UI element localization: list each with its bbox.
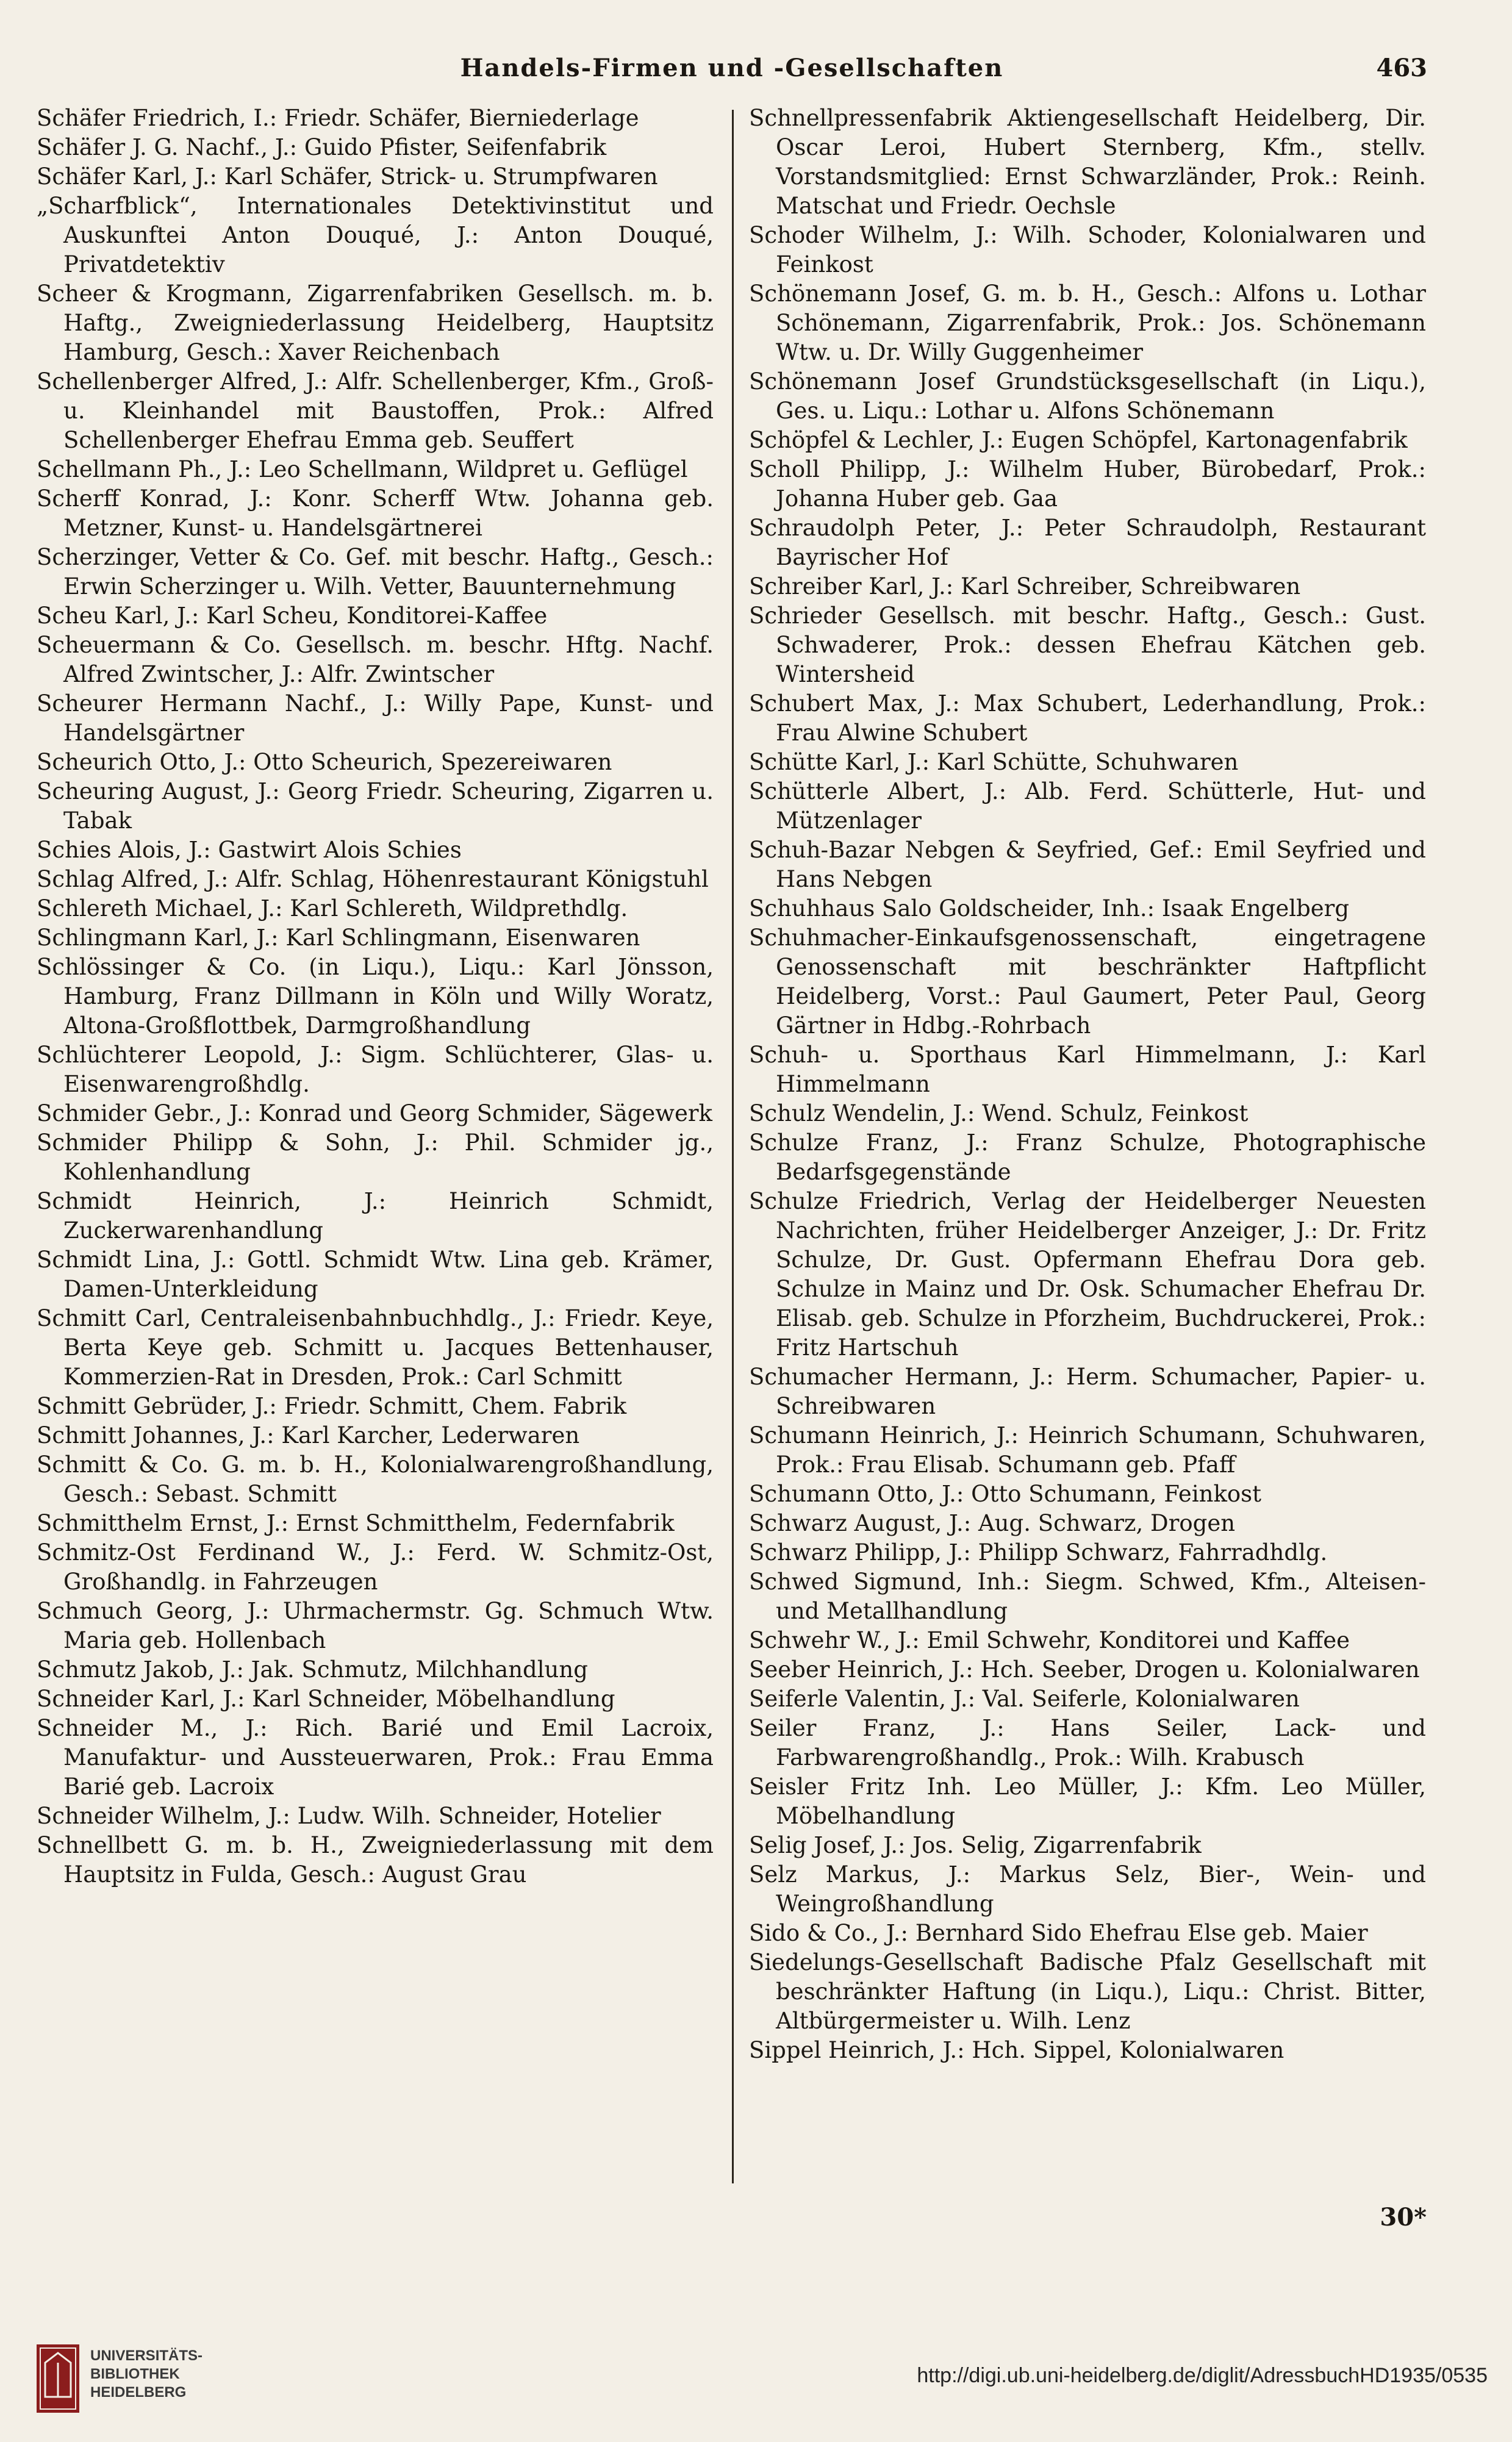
directory-entry: Schmidt Heinrich, J.: Heinrich Schmidt, Zuckerwarenhandlung xyxy=(37,1188,714,1244)
directory-entry: Schellmann Ph., J.: Leo Schellmann, Wildpret u. Geflügel xyxy=(37,456,688,482)
directory-entry: Seiler Franz, J.: Hans Seiler, Lack- und Farbwarengroßhandlg., Prok.: Wilh. Krabusch xyxy=(749,1715,1426,1771)
directory-entry: Schmitt & Co. G. m. b. H., Kolonialwarengroßhandlung, Gesch.: Sebast. Schmitt xyxy=(37,1452,714,1507)
directory-entry: Schmitt Carl, Centraleisenbahnbuchhdlg., J.: Friedr. Keye, Berta Keye geb. Schmitt u. Jacques Bettenhauser, Kommerzien-Rat in Dresden, Prok.: Carl Schmitt xyxy=(37,1305,714,1390)
directory-entry: Schumann Otto, J.: Otto Schumann, Feinkost xyxy=(749,1481,1262,1507)
directory-entry: Selz Markus, J.: Markus Selz, Bier-, Wein- und Weingroßhandlung xyxy=(749,1861,1426,1917)
directory-entry: Scheurich Otto, J.: Otto Scheurich, Spezereiwaren xyxy=(37,749,612,775)
directory-entry: Sido & Co., J.: Bernhard Sido Ehefrau Else geb. Maier xyxy=(749,1920,1368,1946)
page-title: Handels-Firmen und -Gesellschaften xyxy=(460,54,1004,82)
directory-entry: Schmitt Johannes, J.: Karl Karcher, Lederwaren xyxy=(37,1422,580,1448)
signature-mark: 30* xyxy=(1380,2203,1427,2232)
directory-entry: Schmitz-Ost Ferdinand W., J.: Ferd. W. Schmitz-Ost, Großhandlg. in Fahrzeugen xyxy=(37,1539,714,1595)
directory-entry: Schies Alois, J.: Gastwirt Alois Schies xyxy=(37,837,462,863)
library-name: UNIVERSITÄTS- BIBLIOTHEK HEIDELBERG xyxy=(90,2347,203,2401)
directory-entry: Scheurer Hermann Nachf., J.: Willy Pape, Kunst- und Handelsgärtner xyxy=(37,690,714,746)
directory-entry: Schuh-Bazar Nebgen & Seyfried, Gef.: Emil Seyfried und Hans Nebgen xyxy=(749,837,1426,892)
source-url-link[interactable]: http://digi.ub.uni-heidelberg.de/diglit/AdressbuchHD1935/0535 xyxy=(917,2364,1488,2387)
page-header xyxy=(37,54,1427,90)
directory-entry: Schäfer Friedrich, I.: Friedr. Schäfer, Bierniederlage xyxy=(37,105,639,131)
directory-entry: Schwed Sigmund, Inh.: Siegm. Schwed, Kfm., Alteisen- und Metallhandlung xyxy=(749,1569,1426,1624)
directory-entry: Schulze Franz, J.: Franz Schulze, Photographische Bedarfsgegenstände xyxy=(749,1130,1426,1185)
directory-entry: Schmidt Lina, J.: Gottl. Schmidt Wtw. Lina geb. Krämer, Damen-Unterkleidung xyxy=(37,1247,714,1302)
directory-entry: Schönemann Josef Grundstücksgesellschaft (in Liqu.), Ges. u. Liqu.: Lothar u. Alfons Schönemann xyxy=(749,368,1426,424)
directory-entry: Seiferle Valentin, J.: Val. Seiferle, Kolonialwaren xyxy=(749,1686,1300,1712)
directory-entry: Schuhmacher-Einkaufsgenossenschaft, eingetragene Genossenschaft mit beschränkter Haftpflicht Heidelberg, Vorst.: Paul Gaumert, Peter Paul, Georg Gärtner in Hdbg.-Rohrbach xyxy=(749,925,1426,1039)
directory-entry: Sippel Heinrich, J.: Hch. Sippel, Kolonialwaren xyxy=(749,2037,1284,2063)
directory-entry: Schmuch Georg, J.: Uhrmachermstr. Gg. Schmuch Wtw. Maria geb. Hollenbach xyxy=(37,1598,714,1653)
directory-entry: Schoder Wilhelm, J.: Wilh. Schoder, Kolonialwaren und Feinkost xyxy=(749,222,1426,278)
directory-entry: Schöpfel & Lechler, J.: Eugen Schöpfel, Kartonagenfabrik xyxy=(749,427,1408,453)
directory-entry: Schubert Max, J.: Max Schubert, Lederhandlung, Prok.: Frau Alwine Schubert xyxy=(749,690,1426,746)
directory-entry: Schütte Karl, J.: Karl Schütte, Schuhwaren xyxy=(749,749,1239,775)
directory-entry: Schrieder Gesellsch. mit beschr. Haftg., Gesch.: Gust. Schwaderer, Prok.: dessen Ehefrau Kätchen geb. Wintersheid xyxy=(749,603,1426,687)
directory-entry: Schnellpressenfabrik Aktiengesellschaft Heidelberg, Dir. Oscar Leroi, Hubert Sternberg, Kfm., stellv. Vorstandsmitglied: Ernst Schwarzländer, Prok.: Reinh. Matschat und Friedr. Oechsle xyxy=(749,105,1426,219)
directory-entry: Schnellbett G. m. b. H., Zweigniederlassung mit dem Hauptsitz in Fulda, Gesch.: August Grau xyxy=(37,1832,714,1888)
directory-entry: Schneider Karl, J.: Karl Schneider, Möbelhandlung xyxy=(37,1686,615,1712)
directory-entry: Schneider Wilhelm, J.: Ludw. Wilh. Schneider, Hotelier xyxy=(37,1803,661,1829)
directory-entry: Scheuring August, J.: Georg Friedr. Scheuring, Zigarren u. Tabak xyxy=(37,778,714,834)
directory-entry: Schlüchterer Leopold, J.: Sigm. Schlüchterer, Glas- u. Eisenwarengroßhdlg. xyxy=(37,1042,714,1097)
directory-entry: Schulze Friedrich, Verlag der Heidelberger Neuesten Nachrichten, früher Heidelberger Anzeiger, J.: Dr. Fritz Schulze, Dr. Gust. Opfermann Ehefrau Dora geb. Schulze in Mainz und Dr. Osk. Schumacher Ehefrau Dr. Elisab. geb. Schulze in Pforzheim, Buchdruckerei, Prok.: Fritz Hartschuh xyxy=(749,1188,1426,1361)
page-number: 463 xyxy=(1376,54,1427,82)
directory-entry: Scheuermann & Co. Gesellsch. m. beschr. Hftg. Nachf. Alfred Zwintscher, J.: Alfr. Zwintscher xyxy=(37,632,714,687)
directory-entry: Scherzinger, Vetter & Co. Gef. mit beschr. Haftg., Gesch.: Erwin Scherzinger u. Wilh. Vetter, Bauunternehmung xyxy=(37,544,714,600)
directory-entry: Schmitt Gebrüder, J.: Friedr. Schmitt, Chem. Fabrik xyxy=(37,1393,627,1419)
directory-entry: Siedelungs-Gesellschaft Badische Pfalz Gesellschaft mit beschränkter Haftung (in Liqu.), Liqu.: Christ. Bitter, Altbürgermeister u. Wilh. Lenz xyxy=(749,1949,1426,2034)
footer xyxy=(0,2318,1512,2442)
directory-entry: Schuh- u. Sporthaus Karl Himmelmann, J.: Karl Himmelmann xyxy=(749,1042,1426,1097)
directory-entry: Schwehr W., J.: Emil Schwehr, Konditorei und Kaffee xyxy=(749,1627,1350,1653)
directory-columns xyxy=(37,104,1439,2190)
directory-entry: Schreiber Karl, J.: Karl Schreiber, Schreibwaren xyxy=(749,573,1301,600)
directory-entry: Scholl Philipp, J.: Wilhelm Huber, Bürobedarf, Prok.: Johanna Huber geb. Gaa xyxy=(749,456,1426,512)
directory-entry: Schellenberger Alfred, J.: Alfr. Schellenberger, Kfm., Groß- u. Kleinhandel mit Baustoffen, Prok.: Alfred Schellenberger Ehefrau Emma geb. Seuffert xyxy=(37,368,714,453)
right-column xyxy=(749,104,1426,2190)
directory-entry: Scheu Karl, J.: Karl Scheu, Konditorei-Kaffee xyxy=(37,603,548,629)
directory-entry: Schumann Heinrich, J.: Heinrich Schumann, Schuhwaren, Prok.: Frau Elisab. Schumann geb. Pfaff xyxy=(749,1422,1426,1478)
left-column xyxy=(37,104,714,2190)
directory-entry: Schäfer Karl, J.: Karl Schäfer, Strick- u. Strumpfwaren xyxy=(37,163,658,190)
directory-entry: „Scharfblick“, Internationales Detektivinstitut und Auskunftei Anton Douqué, J.: Anton Douqué, Privatdetektiv xyxy=(37,193,714,278)
directory-entry: Selig Josef, J.: Jos. Selig, Zigarrenfabrik xyxy=(749,1832,1202,1858)
directory-entry: Seisler Fritz Inh. Leo Müller, J.: Kfm. Leo Müller, Möbelhandlung xyxy=(749,1774,1426,1829)
directory-entry: Schmider Philipp & Sohn, J.: Phil. Schmider jg., Kohlenhandlung xyxy=(37,1130,714,1185)
directory-entry: Schwarz Philipp, J.: Philipp Schwarz, Fahrradhdlg. xyxy=(749,1539,1328,1566)
directory-entry: Schwarz August, J.: Aug. Schwarz, Drogen xyxy=(749,1510,1236,1536)
directory-entry: Schlereth Michael, J.: Karl Schlereth, Wildprethdlg. xyxy=(37,895,628,922)
directory-entry: Schlössinger & Co. (in Liqu.), Liqu.: Karl Jönsson, Hamburg, Franz Dillmann in Köln und Willy Woratz, Altona-Großflottbek, Darmgroßhandlung xyxy=(37,954,714,1039)
directory-entry: Schlag Alfred, J.: Alfr. Schlag, Höhenrestaurant Königstuhl xyxy=(37,866,709,892)
directory-entry: Seeber Heinrich, J.: Hch. Seeber, Drogen u. Kolonialwaren xyxy=(749,1656,1420,1683)
directory-entry: Schönemann Josef, G. m. b. H., Gesch.: Alfons u. Lothar Schönemann, Zigarrenfabrik, Prok.: Jos. Schönemann Wtw. u. Dr. Willy Guggenheimer xyxy=(749,281,1426,365)
directory-entry: Schlingmann Karl, J.: Karl Schlingmann, Eisenwaren xyxy=(37,925,640,951)
directory-entry: Schäfer J. G. Nachf., J.: Guido Pfister, Seifenfabrik xyxy=(37,134,607,160)
directory-entry: Schütterle Albert, J.: Alb. Ferd. Schütterle, Hut- und Mützenlager xyxy=(749,778,1426,834)
directory-entry: Schmutz Jakob, J.: Jak. Schmutz, Milchhandlung xyxy=(37,1656,588,1683)
directory-entry: Schraudolph Peter, J.: Peter Schraudolph, Restaurant Bayrischer Hof xyxy=(749,515,1426,570)
directory-entry: Schuhhaus Salo Goldscheider, Inh.: Isaak Engelberg xyxy=(749,895,1350,922)
directory-entry: Schumacher Hermann, J.: Herm. Schumacher, Papier- u. Schreibwaren xyxy=(749,1364,1426,1419)
library-logo-icon xyxy=(37,2344,79,2413)
directory-entry: Scheer & Krogmann, Zigarrenfabriken Gesellsch. m. b. Haftg., Zweigniederlassung Heidelberg, Hauptsitz Hamburg, Gesch.: Xaver Reichenbach xyxy=(37,281,714,365)
directory-entry: Schneider M., J.: Rich. Barié und Emil Lacroix, Manufaktur- und Aussteuerwaren, Prok.: Frau Emma Barié geb. Lacroix xyxy=(37,1715,714,1800)
directory-entry: Schmider Gebr., J.: Konrad und Georg Schmider, Sägewerk xyxy=(37,1100,712,1126)
directory-entry: Schulz Wendelin, J.: Wend. Schulz, Feinkost xyxy=(749,1100,1249,1126)
directory-entry: Scherff Konrad, J.: Konr. Scherff Wtw. Johanna geb. Metzner, Kunst- u. Handelsgärtnerei xyxy=(37,485,714,541)
directory-entry: Schmitthelm Ernst, J.: Ernst Schmitthelm, Federnfabrik xyxy=(37,1510,675,1536)
